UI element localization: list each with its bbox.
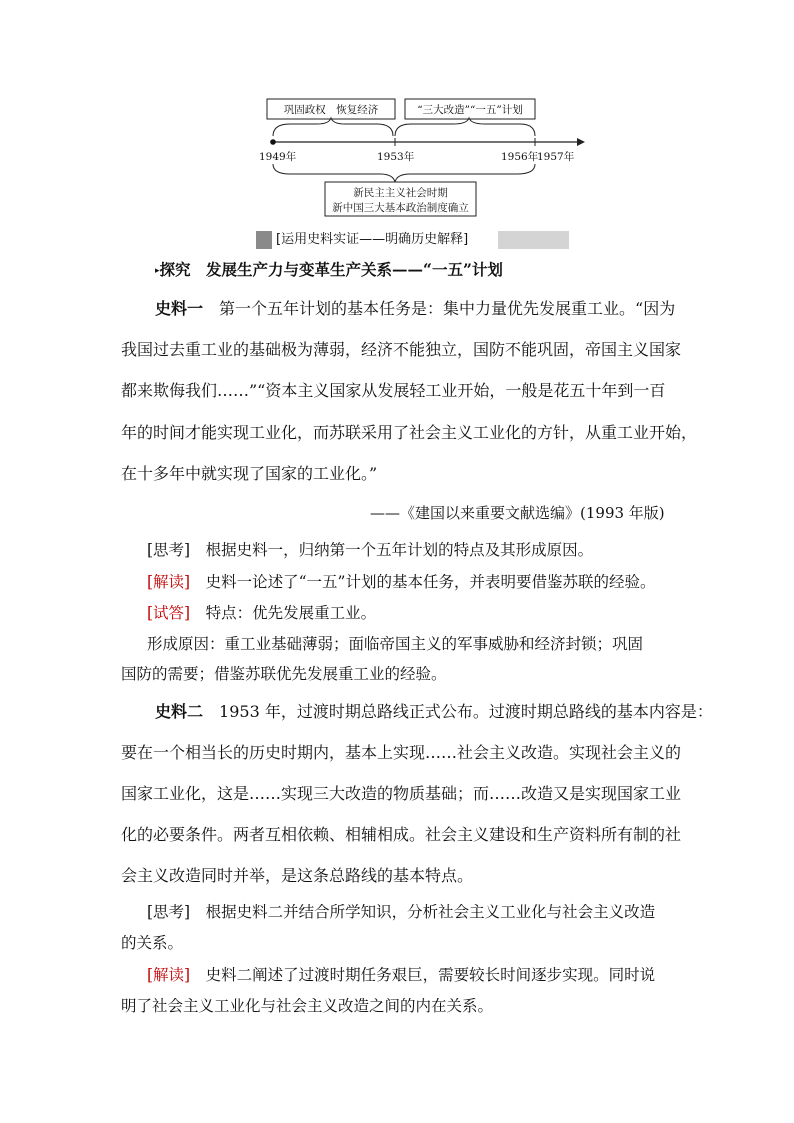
qa2-read-tag: [解读] <box>147 966 191 984</box>
banner-light-block <box>498 231 569 249</box>
qa1-read <box>147 570 655 592</box>
banner-title <box>276 231 468 249</box>
qa2-read <box>147 963 655 985</box>
section-heading <box>155 258 503 280</box>
timeline-diagram <box>255 94 585 219</box>
source1-line2: 我国过去重工业的基础极为薄弱，经济不能独立，国防不能巩固，帝国主义国家 <box>121 340 682 359</box>
qa2-think <box>147 900 655 922</box>
banner-dark-block <box>256 231 272 249</box>
source2-line4: 化的必要条件。两者互相依赖、相辅相成。社会主义建设和生产资料所有制的社 <box>121 825 682 844</box>
banner-title-text: 运用史料实证——明确历史解释 <box>281 232 464 247</box>
qa1-answer-tag: [试答] <box>147 604 191 622</box>
source2-line5: 会主义改造同时并举，是这条总路线的基本特点。 <box>121 866 474 885</box>
qa1-reason-line2: 国防的需要；借鉴苏联优先发展重工业的经验。 <box>121 665 447 683</box>
source2-label: 史料二 <box>155 702 204 721</box>
qa1-answer-text: 特点：优先发展重工业。 <box>205 604 377 622</box>
source1-line5: 在十多年中就实现了国家的工业化。” <box>121 464 378 483</box>
timeline-point-1949 <box>270 139 276 145</box>
timeline-year-1957: 1957年 <box>537 151 575 163</box>
source1-line4: 年的时间才能实现工业化，而苏联采用了社会主义工业化的方针，从重工业开始， <box>121 423 698 442</box>
timeline-year-1949: 1949年 <box>259 151 297 163</box>
timeline-box-bottom-line2: 新中国三大基本政治制度确立 <box>332 202 469 214</box>
timeline-box-top-left-text: 巩固政权 恢复经济 <box>283 104 379 116</box>
source1-label: 史料一 <box>155 299 204 318</box>
qa2-think-line2: 的关系。 <box>121 934 184 952</box>
qa2-read-line2: 明了社会主义工业化与社会主义改造之间的内在关系。 <box>121 997 494 1015</box>
qa1-read-tag: [解读] <box>147 573 191 591</box>
qa1-reason-line1: 形成原因：重工业基础薄弱；面临帝国主义的军事威胁和经济封锁；巩固 <box>147 635 644 653</box>
source1-line3: 都来欺侮我们……”“资本主义国家从发展轻工业开始，一般是花五十年到一百 <box>121 381 666 400</box>
qa2-read-line1: 史料二阐述了过渡时期任务艰巨，需要较长时间逐步实现。同时说 <box>205 966 656 984</box>
banner-bracket-right: ] <box>463 232 469 247</box>
source1-line1 <box>155 296 675 319</box>
timeline-box-top-right-text: “三大改造”“一五”计划 <box>417 104 523 116</box>
source2-line3: 国家工业化，这是……实现三大改造的物质基础；而……改造又是实现国家工业 <box>121 784 682 803</box>
qa1-read-text: 史料一论述了“一五”计划的基本任务，并表明要借鉴苏联的经验。 <box>205 573 656 591</box>
timeline-year-1953: 1953年 <box>377 151 415 163</box>
timeline-brace-bottom <box>273 164 535 182</box>
timeline-brace-top-left <box>273 118 393 136</box>
timeline-year-1956: 1956年 <box>501 151 539 163</box>
qa1-think <box>147 538 593 560</box>
source1-line1-text: 第一个五年计划的基本任务是：集中力量优先发展重工业。“因为 <box>219 299 676 318</box>
timeline-arrow <box>577 138 585 146</box>
heading-marker-icon: ▸ <box>155 266 160 276</box>
section-banner <box>256 231 569 249</box>
qa2-think-line1: 根据史料二并结合所学知识，分析社会主义工业化与社会主义改造 <box>205 903 656 921</box>
timeline-box-bottom-line1: 新民主主义社会时期 <box>353 187 448 199</box>
banner-bracket-left: [ <box>276 232 282 247</box>
qa2-think-tag: [思考] <box>147 903 191 921</box>
timeline-brace-top-right <box>395 118 535 136</box>
qa1-think-tag: [思考] <box>147 541 191 559</box>
source1-citation: ——《建国以来重要文献选编》(1993 年版) <box>370 504 665 522</box>
heading-text: 探究 发展生产力与变革生产关系——“一五”计划 <box>159 260 503 279</box>
source2-line1-text: 1953 年，过渡时期总路线正式公布。过渡时期总路线的基本内容是： <box>219 702 713 721</box>
qa1-answer <box>147 601 376 623</box>
source2-line2: 要在一个相当长的历史时期内，基本上实现……社会主义改造。实现社会主义的 <box>121 743 682 762</box>
source2-line1 <box>155 699 713 722</box>
qa1-think-text: 根据史料一，归纳第一个五年计划的特点及其形成原因。 <box>205 541 594 559</box>
